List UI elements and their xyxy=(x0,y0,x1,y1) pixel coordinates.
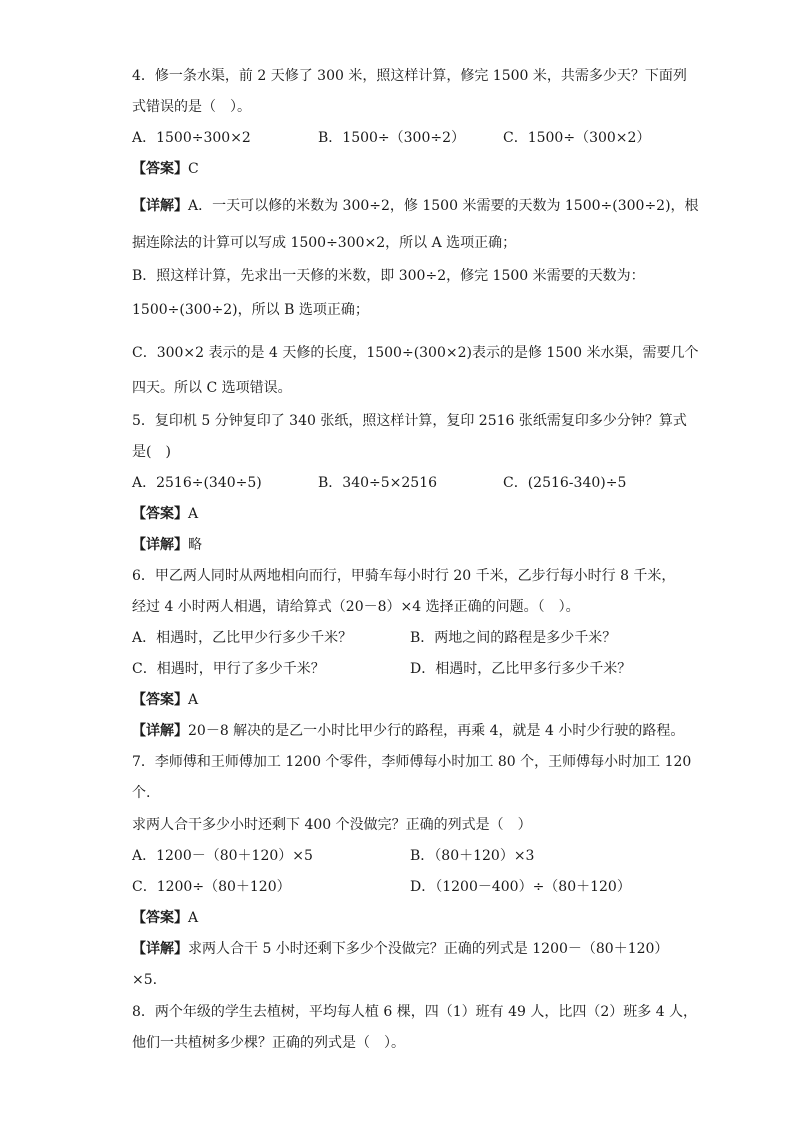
q4-option-a: A．1500÷300×2 xyxy=(132,130,251,146)
q4-detail-line-1 xyxy=(132,196,699,216)
q7-detail-text-1: 求两人合干 5 小时还剩下多少个没做完？正确的列式是 1200－（80＋120） xyxy=(188,941,669,957)
q7-answer-value: A xyxy=(188,910,199,926)
q4-detail-line-3: B．照这样计算，先求出一天修的米数，即 300÷2，修完 1500 米需要的天数为： xyxy=(132,268,645,284)
q7-option-c: C．1200÷（80＋120） xyxy=(132,879,291,895)
q7-stem-line-3: 求两人合干多少小时还剩下 400 个没做完？正确的列式是（ ） xyxy=(132,817,532,833)
q5-answer xyxy=(132,504,198,524)
q6-answer-label: 【答案】 xyxy=(132,692,188,708)
q5-detail-text: 略 xyxy=(188,537,202,553)
q4-detail-text-1: A．一天可以修的米数为 300÷2，修 1500 米需要的天数为 1500÷(300÷2)，根 xyxy=(188,198,699,214)
q8-stem-line-1: 8．两个年级的学生去植树，平均每人植 6 棵，四（1）班有 49 人，比四（2）班多 4 人， xyxy=(132,1004,698,1020)
q4-stem-line-1: 4．修一条水渠，前 2 天修了 300 米，照这样计算，修完 1500 米，共需多少天？下面列 xyxy=(132,68,687,84)
q7-option-d: D．（1200－400）÷（80＋120） xyxy=(410,879,631,895)
q4-detail-line-6: 四天。所以 C 选项错误。 xyxy=(132,380,292,396)
q6-stem-line-2: 经过 4 小时两人相遇，请给算式（20－8）×4 选择正确的问题。（ ）。 xyxy=(132,599,580,615)
q4-option-c: C．1500÷（300×2） xyxy=(503,130,651,146)
q7-stem-line-1: 7．李师傅和王师傅加工 1200 个零件，李师傅每小时加工 80 个，王师傅每小时加工 120 xyxy=(132,754,692,770)
q7-answer xyxy=(132,908,198,928)
q5-option-c: C．(2516-340)÷5 xyxy=(503,475,627,491)
q4-answer xyxy=(132,159,199,179)
q4-answer-value: C xyxy=(188,161,199,177)
q7-detail-line-1 xyxy=(132,939,668,959)
q6-detail-label: 【详解】 xyxy=(132,723,188,739)
q4-stem-line-2: 式错误的是（ ）。 xyxy=(132,99,251,115)
q7-option-b: B．（80＋120）×3 xyxy=(410,848,535,864)
q6-option-d: D．相遇时，乙比甲多行多少千米？ xyxy=(410,661,632,677)
q6-answer-value: A xyxy=(188,692,199,708)
q4-detail-line-4: 1500÷(300÷2)，所以 B 选项正确； xyxy=(132,302,369,318)
q7-option-a: A．1200－（80＋120）×5 xyxy=(132,848,313,864)
q6-detail xyxy=(132,721,684,741)
q6-stem-line-1: 6．甲乙两人同时从两地相向而行，甲骑车每小时行 20 千米，乙步行每小时行 8 千米， xyxy=(132,568,676,584)
q6-option-b: B．两地之间的路程是多少千米？ xyxy=(410,630,617,646)
q7-stem-line-2: 个. xyxy=(132,785,151,801)
q6-option-a: A．相遇时，乙比甲少行多少千米？ xyxy=(132,630,353,646)
q5-answer-label: 【答案】 xyxy=(132,506,188,522)
q8-stem-line-2: 他们一共植树多少棵？正确的列式是（ ）。 xyxy=(132,1035,405,1051)
q5-detail-label: 【详解】 xyxy=(132,537,188,553)
q4-detail-label: 【详解】 xyxy=(132,198,188,214)
q7-detail-line-2: ×5. xyxy=(132,972,158,988)
q6-answer xyxy=(132,690,198,710)
q6-detail-text: 20－8 解决的是乙一小时比甲少行的路程，再乘 4，就是 4 小时少行驶的路程。 xyxy=(188,723,685,739)
q4-detail-line-2: 据连除法的计算可以写成 1500÷300×2，所以 A 选项正确； xyxy=(132,235,517,251)
q5-option-b: B．340÷5×2516 xyxy=(318,475,438,491)
q7-detail-label: 【详解】 xyxy=(132,941,188,957)
q5-detail xyxy=(132,535,202,555)
q5-stem-line-1: 5．复印机 5 分钟复印了 340 张纸，照这样计算，复印 2516 张纸需复印多少分钟？算式 xyxy=(132,413,687,429)
q5-option-a: A．2516÷(340÷5) xyxy=(132,475,262,491)
q6-option-c: C．相遇时，甲行了多少千米？ xyxy=(132,661,325,677)
q4-answer-label: 【答案】 xyxy=(132,161,188,177)
q4-option-b: B．1500÷（300÷2） xyxy=(318,130,466,146)
q7-answer-label: 【答案】 xyxy=(132,910,188,926)
q5-stem-line-2: 是( ) xyxy=(132,444,171,460)
q5-answer-value: A xyxy=(188,506,199,522)
q4-detail-line-5: C．300×2 表示的是 4 天修的长度，1500÷(300×2)表示的是修 1500 米水渠，需要几个 xyxy=(132,345,699,361)
